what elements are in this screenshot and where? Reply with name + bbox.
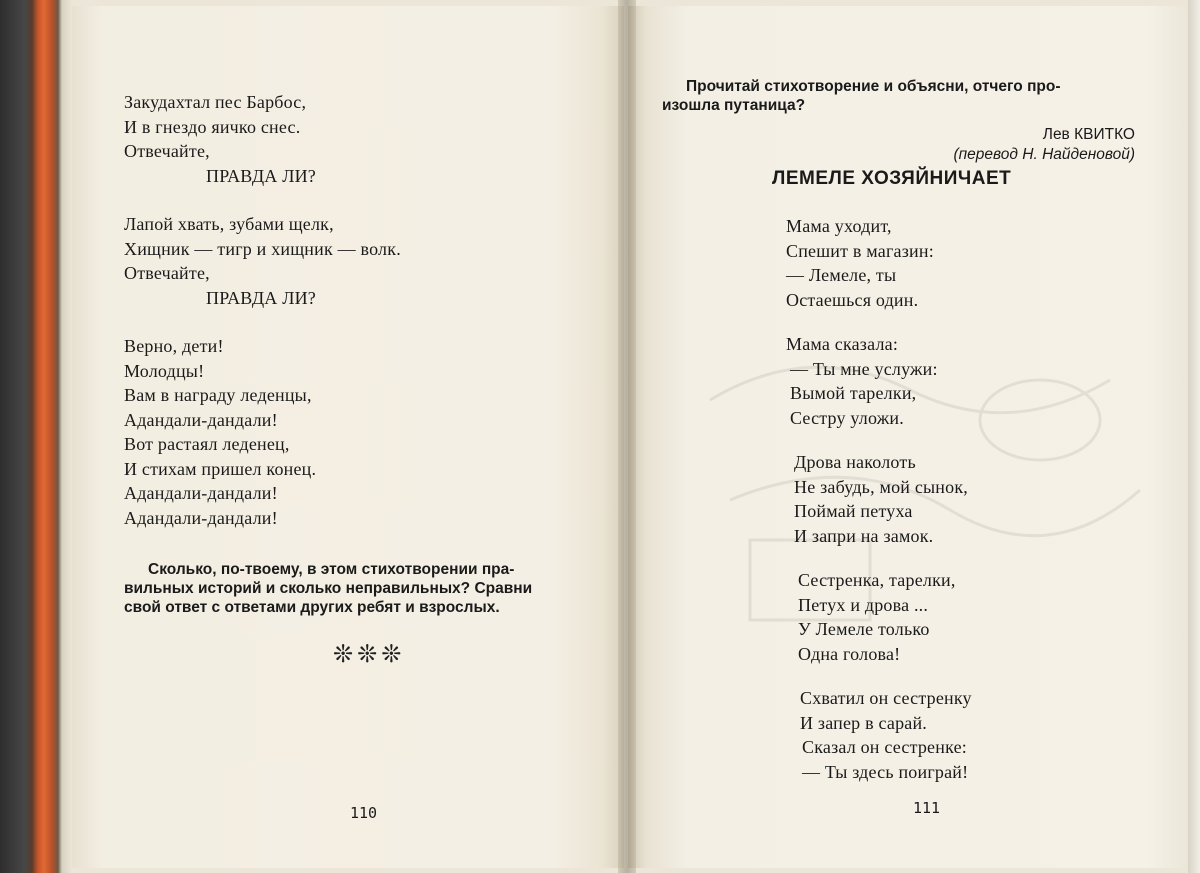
translator-credit: (перевод Н. Найденовой) (953, 146, 1135, 163)
poem-line: Верно, дети! (124, 336, 224, 356)
poem-line: Вот растаял леденец, (124, 434, 290, 454)
poem-line: И запер в сарай. (800, 712, 928, 733)
task-text (662, 77, 1132, 115)
question-text (124, 560, 594, 617)
poem-line: Адандали-дандали! (124, 507, 278, 528)
author-block (830, 125, 1135, 165)
task-line: Прочитай стихотворение и объясни, отчего про- (686, 78, 1061, 95)
left-poem (124, 90, 401, 530)
poem-line: Петух и дрова ... (798, 594, 929, 615)
poem-line: — Ты здесь поиграй! (802, 761, 969, 782)
question-line: свой ответ с ответами других ребят и взрослых. (124, 599, 500, 616)
poem-line: Спешит в магазин: (786, 240, 934, 261)
page-number-left: 110 (350, 804, 378, 822)
right-poem (786, 214, 972, 784)
question-line: вильных историй и сколько неправильных? Сравни (124, 580, 533, 597)
poem-line: Сестренка, тарелки, (798, 570, 956, 590)
poem-line: Мама сказала: (786, 334, 899, 354)
poem-line: И в гнездо яичко снес. (124, 116, 301, 137)
poem-line: — Лемеле, ты (786, 265, 897, 285)
stars-separator: ❊❊❊ (333, 640, 406, 668)
poem-line: Хищник — тигр и хищник — волк. (124, 238, 401, 259)
poem-line: Мама уходит, (786, 216, 892, 236)
poem-refrain: ПРАВДА ЛИ? (206, 165, 316, 186)
poem-line: Вам в награду леденцы, (124, 385, 312, 405)
poem-line: Адандали-дандали! (124, 483, 278, 503)
poem-line: Отвечайте, (124, 263, 210, 283)
poem-line: Молодцы! (124, 360, 205, 381)
poem-line: И запри на замок. (794, 525, 934, 546)
poem-line: И стихам пришел конец. (124, 458, 317, 479)
poem-line: Одна голова! (798, 643, 901, 664)
poem-line: Остаешься один. (786, 289, 919, 310)
poem-line: Сказал он сестренке: (802, 737, 967, 757)
poem-line: Не забудь, мой сынок, (794, 476, 968, 497)
poem-line: Вымой тарелки, (790, 383, 917, 403)
poem-line: Схватил он сестренку (800, 688, 972, 708)
question-line: Сколько, по-твоему, в этом стихотворении пра- (148, 561, 515, 578)
poem-line: Закудахтал пес Барбос, (124, 92, 307, 112)
poem-line: Сестру уложи. (790, 407, 904, 428)
poem-title: ЛЕМЕЛЕ ХОЗЯЙНИЧАЕТ (772, 168, 1012, 189)
poem-line: Лапой хвать, зубами щелк, (124, 214, 334, 234)
poem-line: Отвечайте, (124, 141, 210, 161)
task-line: изошла путаница? (662, 97, 806, 114)
poem-line: У Лемеле только (798, 619, 930, 639)
author-name: Лев КВИТКО (1042, 126, 1135, 143)
poem-line: Поймай петуха (794, 501, 913, 521)
poem-line: Адандали-дандали! (124, 409, 278, 430)
poem-refrain: ПРАВДА ЛИ? (206, 287, 316, 308)
poem-line: Дрова наколоть (794, 452, 916, 472)
page-edge (1188, 0, 1200, 873)
poem-line: — Ты мне услужи: (790, 358, 938, 379)
page-number-right: 111 (913, 799, 941, 817)
book-spine (618, 0, 636, 873)
